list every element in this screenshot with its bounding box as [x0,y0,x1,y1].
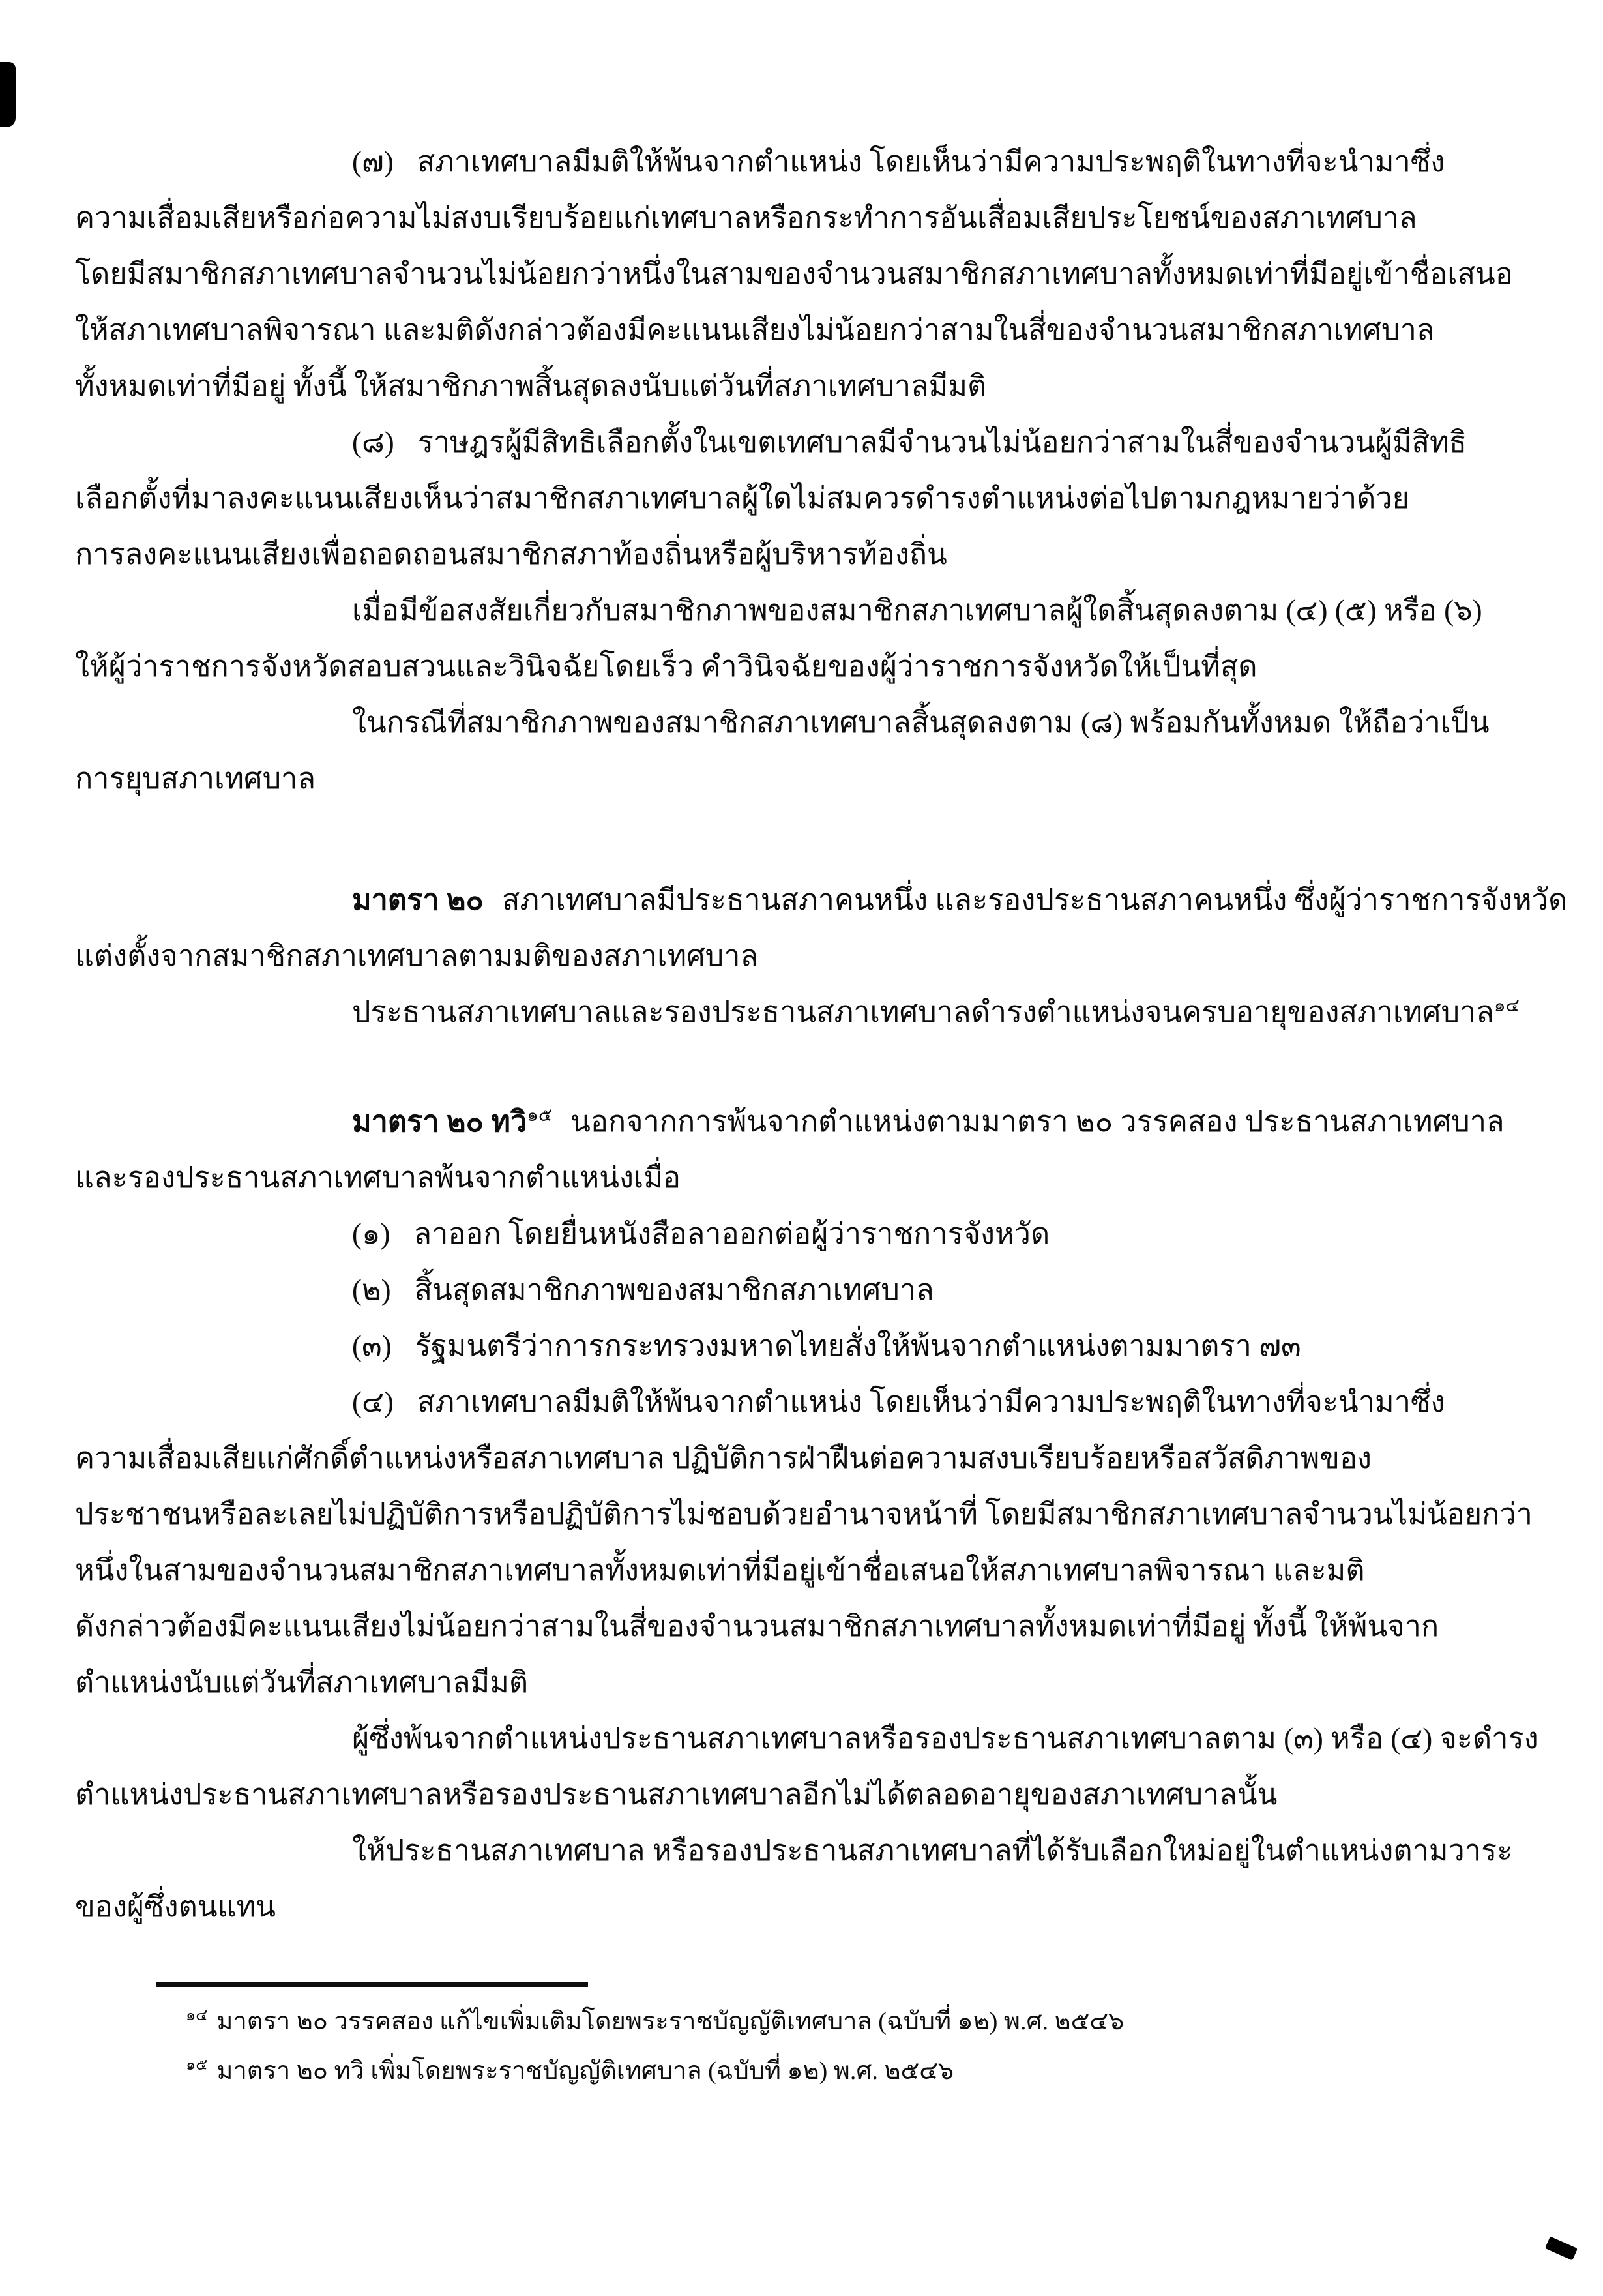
item-number: (๓) [352,1330,392,1362]
text-line: และรองประธานสภาเทศบาลพ้นจากตำแหน่งเมื่อ [75,1161,681,1194]
section-mattra-20 [75,872,1568,984]
text-line [75,1262,1535,1318]
paragraph-item-1 [75,1206,1535,1262]
item-number: (๒) [352,1274,391,1306]
paragraph-clause-7 [75,134,1535,414]
text-line: หนึ่งในสามของจำนวนสมาชิกสภาเทศบาลทั้งหมดเท่าที่มีอยู่เข้าชื่อเสนอให้สภาเทศบาลพิจารณา และมติ [75,1554,1365,1587]
text-line: ของผู้ซึ่งตนแทน [75,1890,276,1923]
text-line [75,1318,1535,1374]
paragraph-doubt-membership [75,582,1535,694]
text-run: สิ้นสุดสมาชิกภาพของสมาชิกสภาเทศบาล [414,1274,934,1306]
footnote-number: ๑๕ [186,2057,208,2074]
text-line [75,134,1535,190]
text-line [75,1206,1535,1262]
text-run: ลาออก โดยยื่นหนังสือลาออกต่อผู้ว่าราชการจังหวัด [413,1217,1050,1250]
text-line: ตำแหน่งประธานสภาเทศบาลหรือรองประธานสภาเทศบาลอีกไม่ได้ตลอดอายุของสภาเทศบาลนั้น [75,1778,1278,1811]
text-line: ความเสื่อมเสียหรือก่อความไม่สงบเรียบร้อยแก่เทศบาลหรือกระทำการอันเสื่อมเสียประโยชน์ของสภาเทศบาล [75,201,1417,234]
text-run: ราษฎรผู้มีสิทธิเลือกตั้งในเขตเทศบาลมีจำนวนไม่น้อยกว่าสามในสี่ของจำนวนผู้มีสิทธิ [417,426,1467,458]
text-line [75,1094,1535,1150]
footnote-separator [156,1982,588,1987]
section-heading: มาตรา ๒๐ ทวิ [352,1105,527,1138]
text-line: โดยมีสมาชิกสภาเทศบาลจำนวนไม่น้อยกว่าหนึ่งในสามของจำนวนสมาชิกสภาเทศบาลทั้งหมดเท่าที่มีอยู่เข้าชื่อเสนอ [75,258,1513,290]
document-body [75,134,1568,1935]
text-line: ผู้ซึ่งพ้นจากตำแหน่งประธานสภาเทศบาลหรือรองประธานสภาเทศบาลตาม (๓) หรือ (๔) จะดำรง [352,1722,1538,1755]
text-run: ประธานสภาเทศบาลและรองประธานสภาเทศบาลดำรงตำแหน่งจนครบอายุของสภาเทศบาล [352,996,1494,1028]
text-line: การลงคะแนนเสียงเพื่อถอดถอนสมาชิกสภาท้องถิ่นหรือผู้บริหารท้องถิ่น [75,538,947,571]
paragraph-clause-8 [75,414,1535,582]
footnotes [186,1997,1124,2096]
text-line [75,414,1535,470]
footnote-text: มาตรา ๒๐ ทวิ เพิ่มโดยพระราชบัญญัติเทศบาล (ฉบับที่ ๑๒) พ.ศ. ๒๕๔๖ [216,2057,954,2085]
text-run: สภาเทศบาลมีมติให้พ้นจากตำแหน่ง โดยเห็นว่ามีความประพฤติในทางที่จะนำมาซึ่ง [417,145,1445,178]
text-run: สภาเทศบาลมีมติให้พ้นจากตำแหน่ง โดยเห็นว่ามีความประพฤติในทางที่จะนำมาซึ่ง [417,1386,1445,1418]
text-line: ในกรณีที่สมาชิกภาพของสมาชิกสภาเทศบาลสิ้นสุดลงตาม (๘) พร้อมกันทั้งหมด ให้ถือว่าเป็น [352,706,1490,739]
text-line [75,1374,1535,1430]
text-line: ให้สภาเทศบาลพิจารณา และมติดังกล่าวต้องมีคะแนนเสียงไม่น้อยกว่าสามในสี่ของจำนวนสมาชิกสภาเทศบาล [75,314,1435,346]
paragraph-dissolution [75,694,1535,807]
text-line: แต่งตั้งจากสมาชิกสภาเทศบาลตามมติของสภาเทศบาล [75,940,759,972]
text-line [75,984,1535,1040]
text-line: ประชาชนหรือละเลยไม่ปฏิบัติการหรือปฏิบัติการไม่ชอบด้วยอำนาจหน้าที่ โดยมีสมาชิกสภาเทศบาลจำนวนไม่น้อยกว่า [75,1498,1533,1530]
paragraph-reappointment-ban [75,1710,1538,1823]
scan-artifact-corner [1545,2237,1578,2261]
text-line: เมื่อมีข้อสงสัยเกี่ยวกับสมาชิกภาพของสมาชิกสภาเทศบาลผู้ใดสิ้นสุดลงตาม (๔) (๕) หรือ (๖) [352,594,1482,627]
paragraph-item-3 [75,1318,1535,1374]
text-run: นอกจากการพ้นจากตำแหน่งตามมาตรา ๒๐ วรรคสอง ประธานสภาเทศบาล [570,1105,1505,1138]
paragraph-item-4 [75,1374,1535,1710]
text-line: ให้ประธานสภาเทศบาล หรือรองประธานสภาเทศบาลที่ได้รับเลือกใหม่อยู่ในตำแหน่งตามวาระ [352,1834,1513,1867]
text-line: เลือกตั้งที่มาลงคะแนนเสียงเห็นว่าสมาชิกสภาเทศบาลผู้ใดไม่สมควรดำรงตำแหน่งต่อไปตามกฎหมายว่าด้วย [75,482,1409,514]
footnote-14 [186,1997,1124,2046]
paragraph-item-2 [75,1262,1535,1318]
text-line: ตำแหน่งนับแต่วันที่สภาเทศบาลมีมติ [75,1666,529,1699]
text-line: การยุบสภาเทศบาล [75,762,316,795]
text-line [75,872,1568,928]
footnote-15 [186,2046,1124,2096]
text-line: ดังกล่าวต้องมีคะแนนเสียงไม่น้อยกว่าสามในสี่ของจำนวนสมาชิกสภาเทศบาลทั้งหมดเท่าที่มีอยู่ ทั้งนี้ ให้พ้นจาก [75,1610,1439,1643]
text-run: รัฐมนตรีว่าการกระทรวงมหาดไทยสั่งให้พ้นจากตำแหน่งตามมาตรา ๗๓ [415,1330,1301,1362]
footnote-ref-15: ๑๕ [527,1105,553,1126]
text-line: ความเสื่อมเสียแก่ศักดิ์ตำแหน่งหรือสภาเทศบาล ปฏิบัติการฝ่าฝืนต่อความสงบเรียบร้อยหรือสวัสดิภาพของ [75,1442,1372,1474]
section-heading: มาตรา ๒๐ [352,884,484,916]
footnote-text: มาตรา ๒๐ วรรคสอง แก้ไขเพิ่มเติมโดยพระราชบัญญัติเทศบาล (ฉบับที่ ๑๒) พ.ศ. ๒๕๔๖ [216,2008,1125,2035]
item-number: (๑) [352,1217,390,1250]
scan-artifact-left [0,62,16,127]
item-number: (๔) [352,1386,394,1418]
paragraph-term-of-office [75,984,1535,1040]
text-run: สภาเทศบาลมีประธานสภาคนหนึ่ง และรองประธานสภาคนหนึ่ง ซึ่งผู้ว่าราชการจังหวัด [501,884,1568,916]
text-line: ทั้งหมดเท่าที่มีอยู่ ทั้งนี้ ให้สมาชิกภาพสิ้นสุดลงนับแต่วันที่สภาเทศบาลมีมติ [75,370,987,402]
footnote-number: ๑๔ [186,2007,208,2025]
section-mattra-20-bis [75,1094,1535,1206]
text-line: ให้ผู้ว่าราชการจังหวัดสอบสวนและวินิจฉัยโดยเร็ว คำวินิจฉัยของผู้ว่าราชการจังหวัดให้เป็นที่สุด [75,650,1257,683]
footnote-ref-14: ๑๔ [1493,996,1520,1016]
clause-number: (๘) [352,426,394,458]
paragraph-replacement-term [75,1823,1535,1935]
clause-number: (๗) [352,145,394,178]
